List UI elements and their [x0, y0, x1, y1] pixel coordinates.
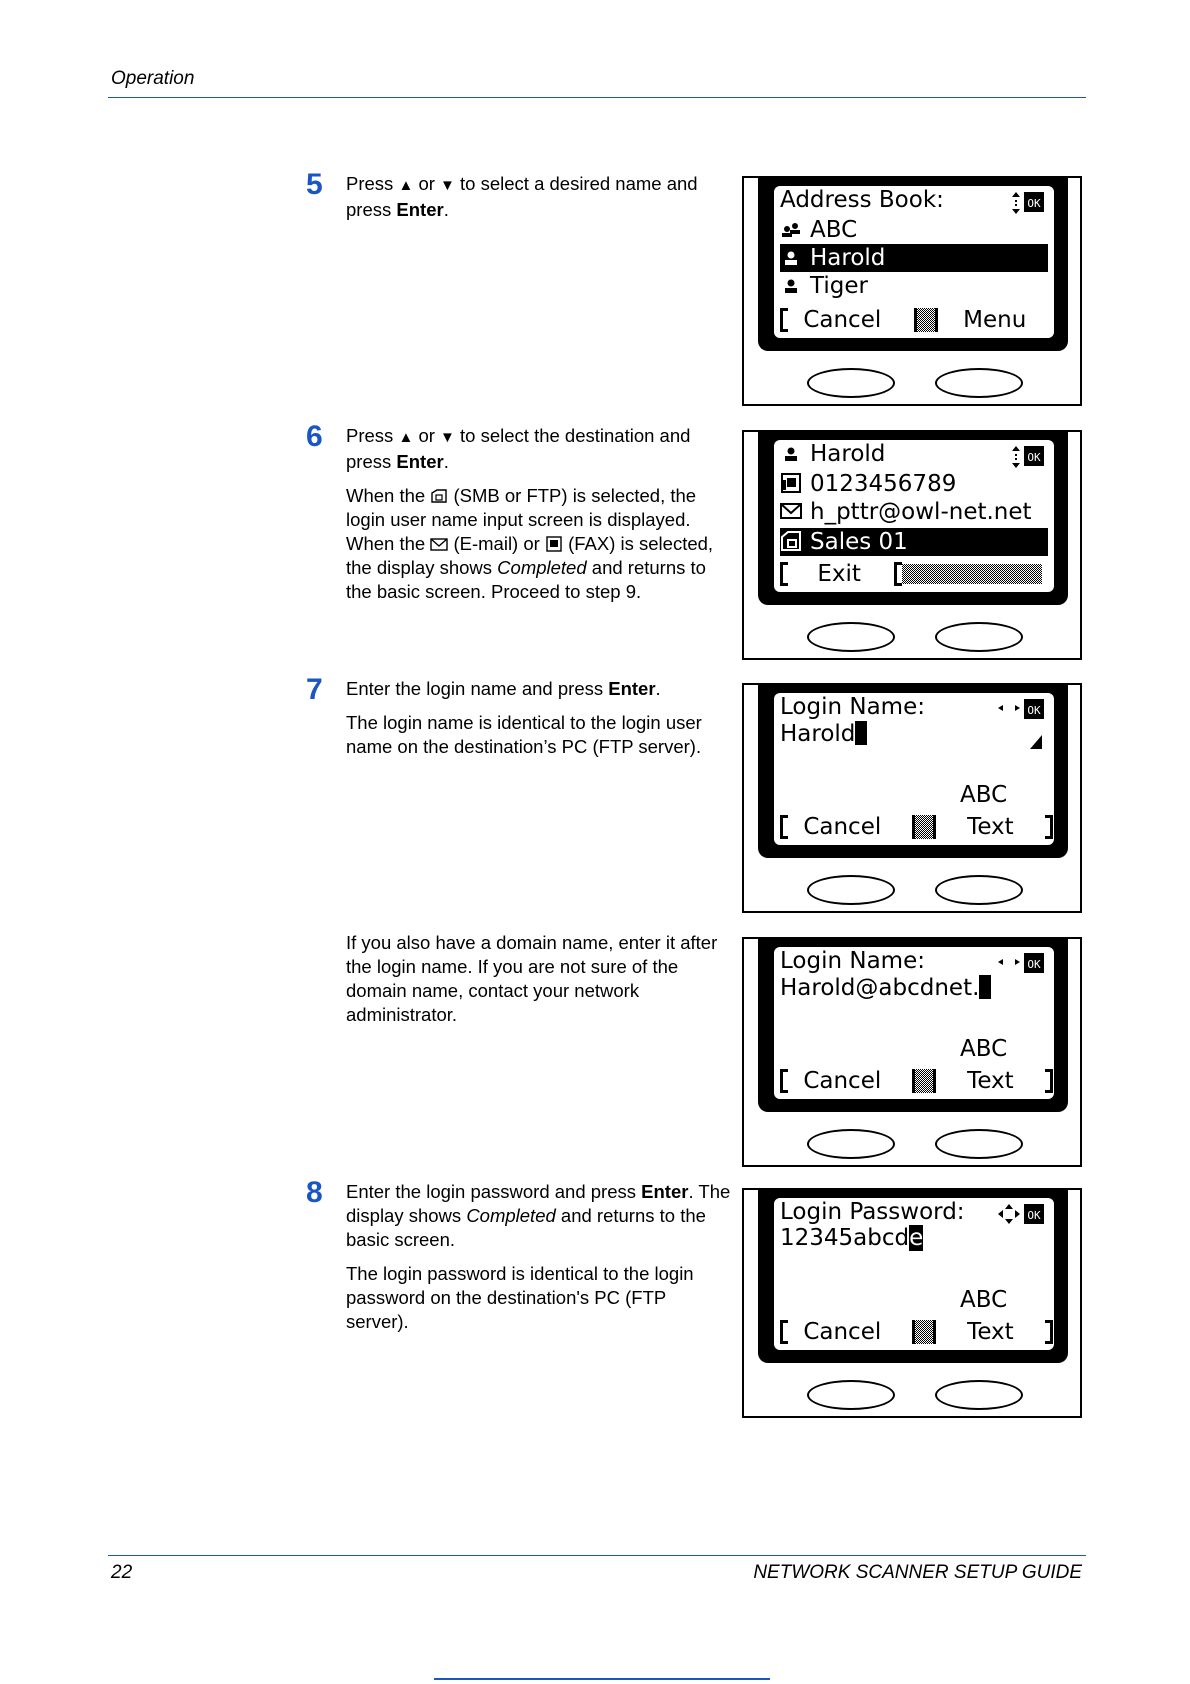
down-arrow-icon: ▼ [440, 429, 455, 446]
ok-icon [1024, 192, 1044, 212]
cancel-soft-label[interactable]: Cancel [803, 1068, 882, 1094]
step-8-note: The login password is identical to the login password on the destination's PC (FTP server). [346, 1263, 694, 1332]
person-icon [780, 442, 802, 464]
step-6-text: Press ▲ or ▼ to select the destination and press Enter. When the (SMB or FTP) is selected, the login user name input screen is displayed. When the (E-mail) or (FAX) is selected, the display shows Completed and returns to the basic screen. Proceed to step 9. [346, 425, 714, 602]
login-name-field[interactable]: Harold@abcdnet. [780, 975, 1048, 999]
list-item-selected[interactable]: Harold [780, 244, 1048, 272]
right-bracket-icon [1045, 1069, 1053, 1093]
up-arrow-icon: ▲ [398, 429, 414, 446]
right-soft-key[interactable] [935, 622, 1023, 652]
domain-note: If you also have a domain name, enter it after the login name. If you are not sure of the domain name, contact your network administrator. [346, 932, 718, 1025]
left-bracket-icon [780, 1320, 788, 1344]
soft-key-bar [780, 813, 1048, 841]
lcd-screen [774, 1198, 1054, 1350]
lcd-screen [774, 693, 1054, 845]
right-soft-key[interactable] [935, 1129, 1023, 1159]
menu-soft-label[interactable]: Menu [963, 307, 1027, 333]
guide-title: NETWORK SCANNER SETUP GUIDE [753, 1562, 1082, 1583]
smb-ftp-icon [430, 488, 448, 504]
right-soft-key[interactable] [935, 875, 1023, 905]
ok-icon [1024, 953, 1044, 973]
input-mode-top: ABC [960, 1287, 1008, 1313]
text-cursor: e [909, 1225, 924, 1251]
left-bracket-icon [780, 815, 788, 839]
left-bracket-icon [780, 562, 788, 586]
left-soft-key[interactable] [807, 1129, 895, 1159]
cancel-soft-label[interactable]: Cancel [803, 307, 882, 333]
fax-icon [780, 472, 802, 494]
fax-icon [545, 536, 563, 552]
right-soft-key[interactable] [935, 1380, 1023, 1410]
group-icon [780, 218, 802, 240]
email-icon [780, 500, 802, 522]
person-icon [780, 274, 802, 296]
lcd-panel-login-domain [742, 937, 1082, 1167]
text-cursor [979, 975, 991, 999]
down-arrow-icon: ▼ [440, 177, 455, 194]
list-item-selected[interactable]: Sales 01 [780, 528, 1048, 556]
svg-text:OK: OK [1027, 704, 1041, 717]
step-5-instruction: to select a desired name and press [346, 173, 698, 220]
enter-key-label: Enter [608, 678, 656, 699]
right-soft-key[interactable] [935, 368, 1023, 398]
screen-title: Harold [780, 440, 1048, 468]
step-7-text: Enter the login name and press Enter. The login name is identical to the login user name on the destination’s PC (FTP server). [346, 677, 732, 769]
page-number: 22 [111, 1562, 133, 1583]
up-arrow-icon: ▲ [398, 177, 414, 194]
text-mode-soft-label[interactable]: Text [967, 1068, 1014, 1094]
list-item[interactable]: h_pttr@owl-net.net [780, 498, 1048, 526]
step-6-number: 6 [306, 420, 323, 453]
left-soft-key[interactable] [807, 368, 895, 398]
list-item[interactable]: ABC [780, 216, 1048, 244]
soft-key-separator [914, 308, 940, 332]
lcd-panel-address-book [742, 176, 1082, 406]
footer-divider [108, 1555, 1086, 1556]
cancel-soft-label[interactable]: Cancel [803, 1319, 882, 1345]
svg-text:OK: OK [1027, 451, 1041, 464]
soft-key-bar [780, 306, 1048, 334]
login-name-field[interactable]: Harold [780, 721, 1048, 745]
screen-title: Login Name: [780, 694, 925, 720]
exit-soft-label[interactable]: Exit [817, 561, 861, 587]
signal-indicator-icon [1030, 735, 1042, 749]
header-divider [108, 97, 1086, 98]
list-item[interactable]: 0123456789 [780, 470, 1048, 498]
step-7-note: The login name is identical to the login user name on the destination’s PC (FTP server). [346, 712, 702, 757]
text-cursor [855, 721, 867, 745]
scroll-arrows-icon [1012, 446, 1020, 468]
ok-icon [1024, 446, 1044, 466]
left-soft-key[interactable] [807, 875, 895, 905]
lcd-panel-destination [742, 430, 1082, 660]
cursor-arrows-icon [998, 705, 1020, 711]
soft-key-bar [780, 1318, 1048, 1346]
left-bracket-icon [780, 308, 788, 332]
right-bracket-icon [1045, 815, 1053, 839]
step-5-number: 5 [306, 168, 323, 201]
lcd-panel-login-password [742, 1188, 1082, 1418]
step-8-text: Enter the login password and press Enter. The display shows Completed and returns to the basic screen. The login password is identical to the login password on the destination's PC (FTP server). [346, 1181, 731, 1332]
screen-title: Login Password: [780, 1199, 965, 1225]
step-7-number: 7 [306, 673, 323, 706]
bottom-link-rule [434, 1678, 770, 1680]
soft-key-disabled-area [894, 562, 1044, 586]
folder-icon [780, 530, 802, 552]
soft-key-bar [780, 1067, 1048, 1095]
soft-key-separator [912, 815, 938, 839]
svg-text:OK: OK [1027, 1209, 1041, 1222]
soft-key-bar [780, 560, 1048, 588]
left-soft-key[interactable] [807, 1380, 895, 1410]
enter-key-label: Enter [396, 199, 444, 220]
scroll-arrows-icon [1012, 192, 1020, 214]
step-5-text: Press ▲ or ▼ to select a desired name and press Enter. [346, 173, 698, 220]
enter-key-label: Enter [641, 1181, 689, 1202]
lcd-screen [774, 186, 1054, 338]
lcd-screen [774, 947, 1054, 1099]
login-password-field[interactable]: 12345abcde [780, 1225, 924, 1251]
screen-title: Address Book: [780, 187, 944, 213]
soft-key-separator [912, 1069, 938, 1093]
lcd-panel-login-name [742, 683, 1082, 913]
input-mode-top: ABC [960, 782, 1008, 808]
email-icon [430, 536, 448, 552]
enter-key-label: Enter [396, 451, 444, 472]
lcd-screen [774, 440, 1054, 592]
screen-title: Login Name: [780, 948, 925, 974]
soft-key-separator [912, 1320, 938, 1344]
step-8-number: 8 [306, 1176, 323, 1209]
svg-text:OK: OK [1027, 197, 1041, 210]
list-item[interactable]: Tiger [780, 272, 1048, 300]
text-mode-soft-label[interactable]: Text [967, 814, 1014, 840]
cancel-soft-label[interactable]: Cancel [803, 814, 882, 840]
step-5-or: or [418, 173, 435, 194]
right-bracket-icon [1045, 1320, 1053, 1344]
person-icon [780, 246, 802, 268]
ok-icon [1024, 1204, 1044, 1224]
ok-icon [1024, 699, 1044, 719]
left-soft-key[interactable] [807, 622, 895, 652]
left-bracket-icon [780, 1069, 788, 1093]
section-title: Operation [111, 68, 195, 89]
text-mode-soft-label[interactable]: Text [967, 1319, 1014, 1345]
four-way-arrows-icon [998, 1204, 1020, 1224]
svg-text:OK: OK [1027, 958, 1041, 971]
step-5-press: Press [346, 173, 394, 194]
input-mode-top: ABC [960, 1036, 1008, 1062]
cursor-arrows-icon [998, 959, 1020, 965]
